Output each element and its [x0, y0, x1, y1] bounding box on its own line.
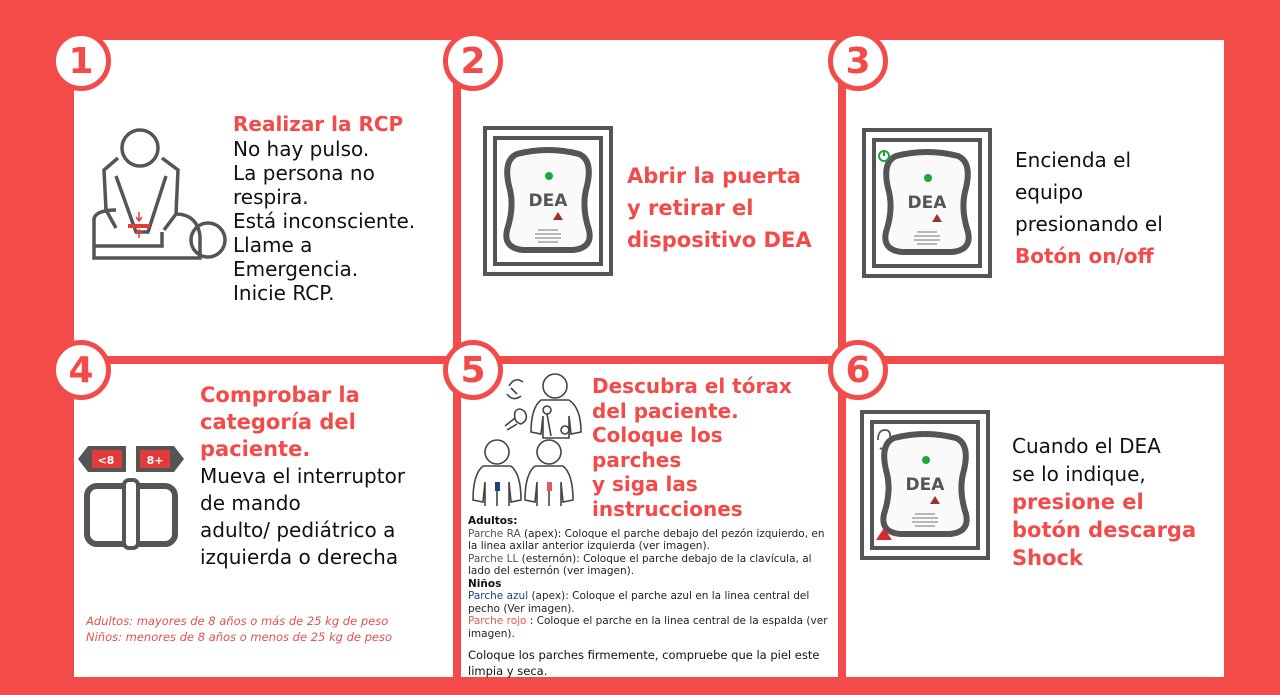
shock-button-label: Shock: [1012, 546, 1083, 570]
step-3-line: equipo: [1015, 180, 1084, 204]
cpr-icon: [88, 128, 228, 272]
kids-red-instruction: Parche rojo : Coloque el parche en la linea central de la espalda (ver imagen).: [468, 615, 828, 640]
pad-ra-label: Parche RA: [468, 527, 521, 540]
step-3-line: presionando el: [1015, 212, 1163, 236]
pad-footer-note: Coloque los parches firmemente, compruebe que la piel este limpia y seca.: [468, 648, 820, 678]
shock-button-label: presione el: [1012, 490, 1144, 514]
step-6-line: se lo indique,: [1012, 462, 1146, 486]
step-2-title-line: dispositivo DEA: [627, 228, 812, 252]
aed-device-power-icon: [862, 128, 992, 282]
kids-heading: Niños: [468, 577, 502, 590]
step-1-line: Está inconsciente.: [233, 209, 416, 233]
step-4-line: Mueva el interruptor: [200, 464, 406, 488]
step-5-title-line: parches: [592, 447, 682, 472]
svg-text:<8: <8: [97, 454, 115, 467]
adults-heading: Adultos:: [468, 515, 518, 527]
svg-text:DEA: DEA: [905, 475, 945, 495]
step-2-panel: [461, 40, 838, 356]
adult-ll-instruction: Parche LL (esternón): Coloque el parche debajo de la clavícula, al lado del esternón (ver imagen).: [468, 552, 812, 577]
step-5-title-line: y siga las: [592, 472, 698, 496]
step-4-title-line: Comprobar la: [200, 383, 360, 407]
step-4-title-line: paciente.: [200, 437, 311, 461]
step-4-number: 4: [51, 340, 111, 400]
step-6-number: 6: [828, 340, 888, 400]
step-3-number: 3: [828, 31, 888, 91]
power-button-label: Botón on/off: [1015, 244, 1154, 268]
step-5-title-line: Descubra el tórax: [592, 374, 792, 398]
step-5-title-line: del paciente.: [592, 398, 739, 423]
pad-ll-label: Parche LL: [468, 552, 519, 565]
aed-device-icon: [483, 126, 613, 280]
age-switch-icon: [78, 442, 188, 556]
step-1-line: Llame a: [233, 233, 313, 257]
step-5-title-line: instrucciones: [592, 496, 743, 521]
step-4-line: de mando: [200, 491, 301, 515]
step-2-title-line: y retirar el: [627, 196, 754, 220]
pad-red-label: Parche rojo: [468, 615, 527, 627]
step-1-line: Inicie RCP.: [233, 281, 335, 305]
step-4-title-line: categoría del: [200, 410, 356, 434]
step-3-panel: [846, 40, 1224, 356]
adult-criteria-note: Adultos: mayores de 8 años o más de 25 kg de peso: [86, 614, 389, 628]
shock-button-label: botón descarga: [1012, 518, 1197, 542]
step-4-panel: [74, 364, 453, 677]
step-1-number: 1: [51, 31, 111, 91]
step-4-line: adulto/ pediátrico a: [200, 518, 396, 542]
step-1-title: Realizar la RCP: [233, 112, 404, 136]
step-1-line: No hay pulso.: [233, 137, 370, 161]
svg-text:DEA: DEA: [528, 191, 568, 211]
step-5-panel: [461, 364, 838, 677]
svg-text:8+: 8+: [146, 454, 164, 467]
svg-text:DEA: DEA: [907, 193, 947, 213]
step-3-line: Encienda el: [1015, 148, 1132, 172]
step-4-line: izquierda o derecha: [200, 545, 399, 569]
step-6-line: Cuando el DEA: [1012, 434, 1161, 458]
step-1-line: La persona no: [233, 161, 375, 185]
step-2-number: 2: [443, 31, 503, 91]
step-1-line: respira.: [233, 185, 309, 209]
aed-device-shock-icon: [860, 410, 990, 564]
child-criteria-note: Niños: menores de 8 años o menos de 25 kg de peso: [86, 630, 393, 644]
step-2-title-line: Abrir la puerta: [627, 164, 801, 188]
step-5-title-line: Coloque los: [592, 423, 723, 447]
step-6-panel: [846, 364, 1224, 677]
adult-ra-instruction: Parche RA (apex): Coloque el parche debajo del pezón izquierdo, en la linea axilar anterior izquierda (ver imagen).: [468, 527, 825, 552]
step-5-number: 5: [443, 340, 503, 400]
step-1-line: Emergencia.: [233, 257, 359, 281]
step-1-panel: [74, 40, 453, 356]
pad-blue-label: Parche azul: [468, 590, 529, 602]
kids-blue-instruction: Parche azul (apex): Coloque el parche azul en la linea central del pecho (Ver imagen).: [468, 590, 810, 615]
